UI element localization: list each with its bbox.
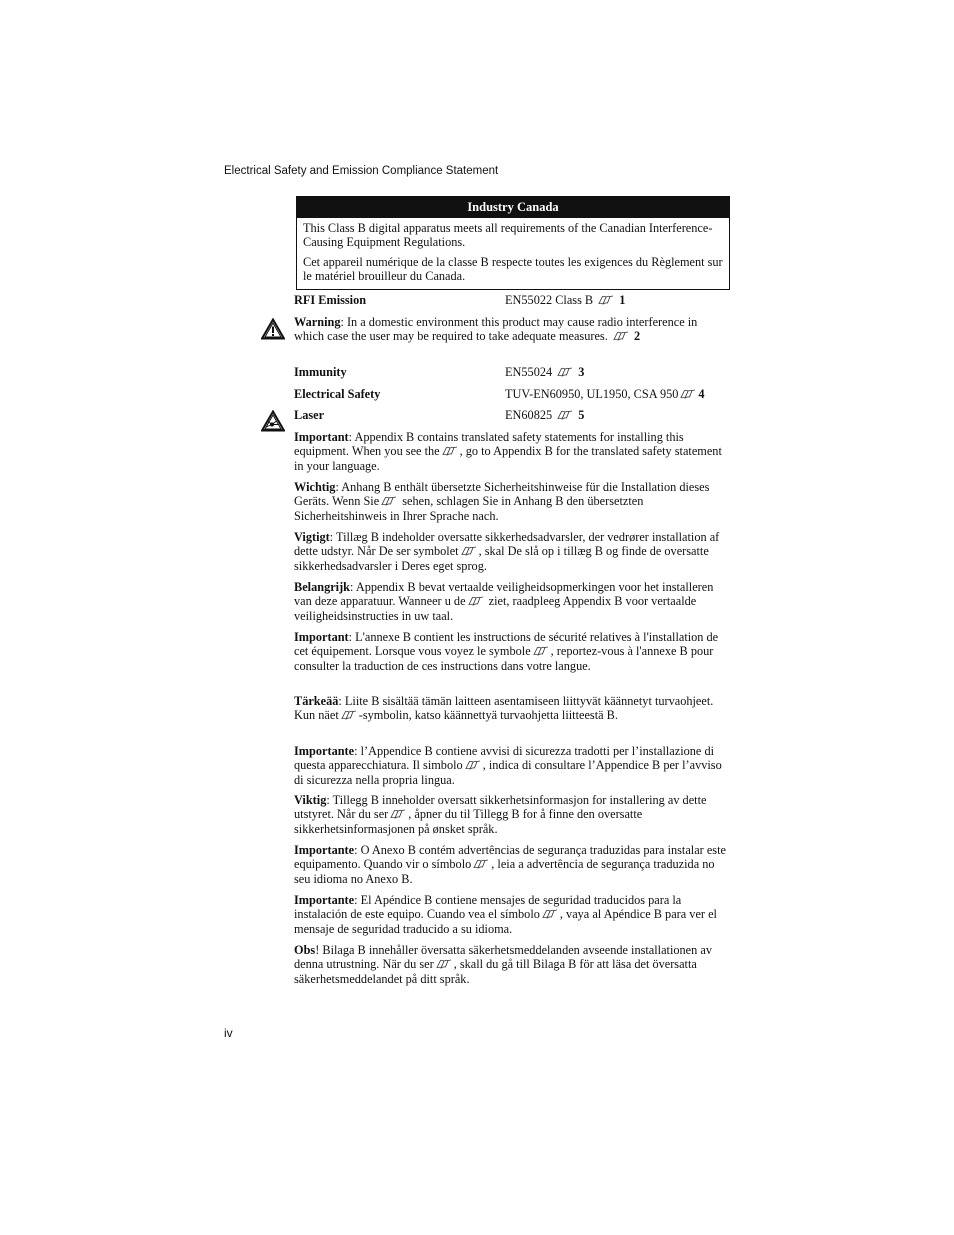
open-book-icon — [557, 367, 573, 377]
open-book-icon — [381, 496, 397, 506]
warning-ref: 2 — [633, 329, 641, 344]
translation-paragraph — [294, 530, 730, 573]
translation-text: : Tillegg B inneholder oversatt sikkerhetsinformasjon for installering av dette utstyret. Når du ser — [294, 793, 707, 822]
spec-value — [505, 365, 584, 379]
open-book-icon — [341, 710, 357, 720]
translation-text: -symbolin, katso käännettyä turvaohjetta liitteestä B. — [358, 708, 618, 723]
spec-ref: 3 — [578, 365, 585, 379]
translation-paragraph — [294, 793, 730, 836]
spec-ref: 5 — [578, 408, 585, 422]
open-book-icon — [613, 331, 629, 341]
industry-canada-box — [296, 196, 730, 290]
open-book-icon — [461, 546, 477, 556]
open-book-icon — [533, 646, 549, 656]
spec-immunity — [294, 365, 730, 379]
translation-text: : Appendix B bevat vertaalde veiligheidsopmerkingen voor het installeren van deze apparatuur. Wanneer u de — [294, 580, 714, 609]
spec-rfi-emission — [294, 293, 730, 307]
translation-paragraph — [294, 630, 730, 673]
spec-value — [505, 293, 625, 307]
spec-electrical-safety — [294, 387, 730, 401]
industry-canada-title: Industry Canada — [297, 197, 729, 218]
translation-label: Vigtigt — [294, 530, 330, 544]
translation-text: , indica di consultare l’Appendice B per l’avviso di sicurezza nella propria lingua. — [294, 758, 722, 787]
canada-statement-french: Cet appareil numérique de la classe B respecte toutes les exigences du Règlement sur le matériel brouilleur du Canada. — [303, 255, 723, 283]
spec-value — [505, 387, 705, 401]
translation-paragraph — [294, 843, 730, 886]
translation-label: Importante — [294, 843, 355, 857]
open-book-icon — [557, 410, 573, 420]
translation-text: , skall du gå till Bilaga B för att läsa det översatta säkerhetsmeddelandet på ditt språk. — [294, 957, 697, 986]
translation-text: : El Apéndice B contiene mensajes de seguridad traducidos para la instalación de este equipo. Cuando vea el símbolo — [294, 893, 682, 922]
spec-standard: EN55024 — [505, 365, 553, 379]
open-book-icon — [468, 596, 484, 606]
translation-text: : Tillæg B indeholder oversatte sikkerhedsadvarsler, der vedrører installation af dette udstyr. Når De ser symbolet — [294, 530, 720, 559]
translation-text: sehen, schlagen Sie in Anhang B den übersetzten Sicherheitshinweis in Ihrer Sprache nach. — [294, 494, 644, 523]
translation-label: Important — [294, 430, 349, 444]
warning-triangle-icon — [261, 318, 285, 340]
spec-standard: EN60825 — [505, 408, 553, 422]
warning-text: : In a domestic environment this product may cause radio interference in which case the user may be required to take adequate measures. — [294, 315, 698, 344]
spec-label: Immunity — [294, 365, 347, 379]
open-book-icon — [542, 909, 558, 919]
spec-standard: TUV-EN60950, UL1950, CSA 950 — [505, 387, 679, 401]
spec-laser — [294, 408, 730, 422]
translation-text: : Anhang B enthält übersetzte Sicherheitshinweise für die Installation dieses Geräts. Wenn Sie — [294, 480, 710, 509]
translation-label: Important — [294, 630, 349, 644]
translation-paragraph — [294, 580, 730, 623]
translation-text: , reportez-vous à l'annexe B pour consulter la traduction de ces instructions dans votre langue. — [294, 644, 714, 673]
spec-standard: EN55022 Class B — [505, 293, 594, 307]
translation-label: Wichtig — [294, 480, 336, 494]
open-book-icon — [442, 446, 458, 456]
translation-text: , åpner du til Tillegg B for å finne den oversatte sikkerhetsinformasjonen på ønsket språk. — [294, 807, 643, 836]
translation-label: Obs — [294, 943, 316, 957]
warning-label: Warning — [294, 315, 341, 329]
translation-text: , go to Appendix B for the translated safety statement in your language. — [294, 444, 722, 473]
spec-value — [505, 408, 584, 422]
translation-paragraph — [294, 893, 730, 936]
translation-text: : L'annexe B contient les instructions de sécurité relatives à l'installation de cet équipement. Lorsque vous voyez le symbole — [294, 630, 719, 659]
canada-statement-english: This Class B digital apparatus meets all requirements of the Canadian Interference-Causing Equipment Regulations. — [303, 221, 713, 249]
translation-text: : l’Appendice B contiene avvisi di sicurezza tradotti per l’installazione di questa apparecchiatura. Il simbolo — [294, 744, 715, 773]
translation-text: : O Anexo B contém advertências de segurança traduzidas para instalar este equipamento. Quando vir o símbolo — [294, 843, 726, 872]
spec-label: RFI Emission — [294, 293, 367, 307]
translation-label: Importante — [294, 744, 355, 758]
translation-paragraph — [294, 694, 730, 723]
open-book-icon — [473, 859, 489, 869]
industry-canada-body — [297, 218, 729, 289]
translation-text: ziet, raadpleeg Appendix B voor vertaalde veiligheidsinstructies in uw taal. — [294, 594, 697, 623]
warning-paragraph — [294, 315, 730, 344]
translation-label: Viktig — [294, 793, 327, 807]
page-number: iv — [224, 1026, 233, 1040]
translation-paragraph — [294, 480, 730, 523]
translation-text: , skal De slå op i tillæg B og finde de oversatte sikkerhedsadvarsler i Deres eget sprog. — [294, 544, 709, 573]
open-book-icon — [680, 389, 696, 399]
open-book-icon — [390, 809, 406, 819]
open-book-icon — [465, 760, 481, 770]
open-book-icon — [598, 295, 614, 305]
translation-text: , leia a advertência de segurança traduzida no seu idioma no Anexo B. — [294, 857, 715, 886]
translation-paragraph — [294, 744, 730, 787]
translation-text: , vaya al Apéndice B para ver el mensaje de seguridad traducido a su idioma. — [294, 907, 717, 936]
translation-text: : Liite B sisältää tämän laitteen asentamiseen liittyvät käännetyt turvaohjeet. Kun näet — [294, 694, 714, 723]
translation-text: ! Bilaga B innehåller översatta säkerhetsmeddelanden avseende installationen av denna utrustning. När du ser — [294, 943, 712, 972]
translation-paragraph — [294, 430, 730, 473]
spec-label: Electrical Safety — [294, 387, 381, 401]
spec-ref: 1 — [619, 293, 626, 307]
running-header: Electrical Safety and Emission Compliance Statement — [224, 165, 499, 177]
translation-paragraph — [294, 943, 730, 986]
spec-label: Laser — [294, 408, 325, 422]
translation-text: : Appendix B contains translated safety statements for installing this equipment. When you see the — [294, 430, 684, 459]
spec-ref: 4 — [698, 387, 705, 401]
laser-hazard-icon — [261, 410, 285, 432]
translation-label: Belangrijk — [294, 580, 351, 594]
translation-label: Tärkeää — [294, 694, 339, 708]
open-book-icon — [436, 959, 452, 969]
translation-label: Importante — [294, 893, 355, 907]
